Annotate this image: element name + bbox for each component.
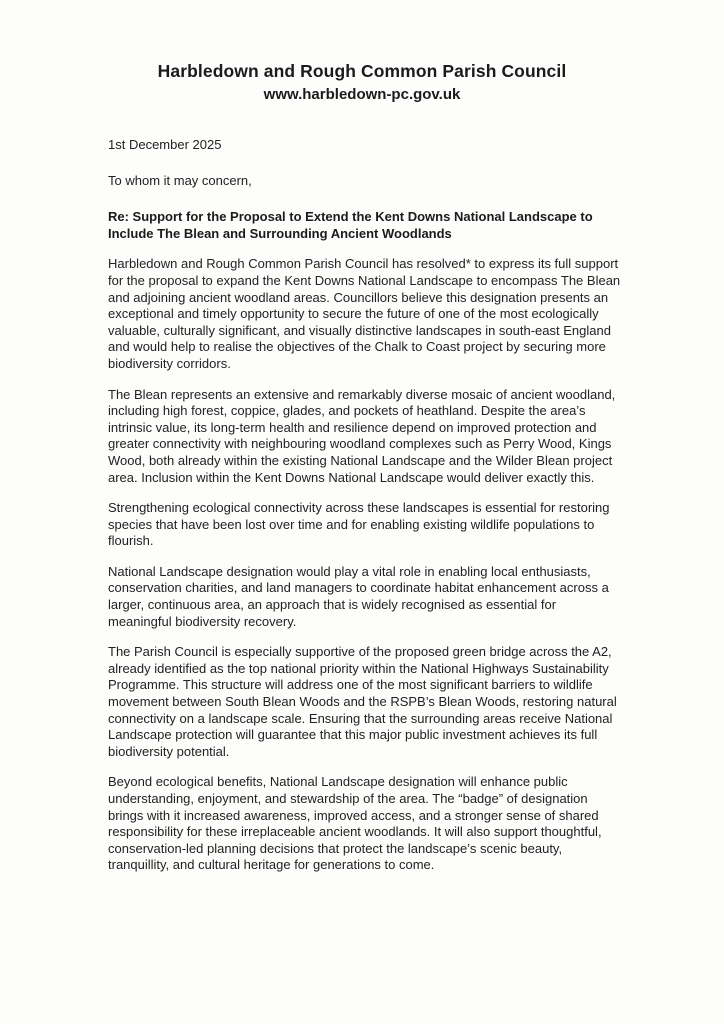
letterhead xyxy=(0,0,724,103)
paragraph-green-bridge: The Parish Council is especially supportive of the proposed green bridge across the A2, already identified as the top national priority within the National Highways Sustainability Programme. This structure will address one of the most significant barriers to wildlife movement between South Blean Woods and the RSPB’s Blean Woods, restoring natural connectivity on a landscape scale. Ensuring that the surrounding areas receive National Landscape protection will guarantee that this major public investment achieves its full biodiversity potential. xyxy=(108,644,617,759)
paragraph-beyond-ecological: Beyond ecological benefits, National Landscape designation will enhance public understanding, enjoyment, and stewardship of the area. The “badge” of designation brings with it increased awareness, improved access, and a stronger sense of shared responsibility for these irreplaceable ancient woodlands. It will also support thoughtful, conservation-led planning decisions that protect the landscape’s scenic beauty, tranquillity, and cultural heritage for generations to come. xyxy=(108,774,602,873)
paragraph-ecological-connectivity: Strengthening ecological connectivity across these landscapes is essential for restoring species that have been lost over time and for enabling existing wildlife populations to flourish. xyxy=(108,500,610,549)
paragraph-designation-role: National Landscape designation would play a vital role in enabling local enthusiasts, conservation charities, and land managers to coordinate habitat enhancement across a larger, continuous area, an approach that is widely recognised as essential for meaningful biodiversity recovery. xyxy=(108,563,609,629)
subject-line: Re: Support for the Proposal to Extend the Kent Downs National Landscape to Include The Blean and Surrounding Ancient Woodlands xyxy=(108,209,593,241)
salutation: To whom it may concern, xyxy=(108,172,252,188)
organisation-website: www.harbledown-pc.gov.uk xyxy=(263,86,461,103)
paragraph-support-resolution: Harbledown and Rough Common Parish Council has resolved* to express its full support for the proposal to expand the Kent Downs National Landscape to encompass The Blean and adjoining ancient woodland areas. Councillors believe this designation presents an exceptional and timely opportunity to secure the future of one of the most ecologically valuable, culturally significant, and visually distinctive landscapes in south-east England and would help to realise the objectives of the Chalk to Coast project by securing more biodiversity corridors. xyxy=(108,256,621,371)
paragraph-blean-description: The Blean represents an extensive and remarkably diverse mosaic of ancient woodland, including high forest, coppice, glades, and pockets of heathland. Despite the area’s intrinsic value, its long-term health and resilience depend on improved protection and greater connectivity with neighbouring woodland complexes such as Perry Wood, Kings Wood, both already within the existing National Landscape and the Wilder Blean project area. Inclusion within the Kent Downs National Landscape would deliver exactly this. xyxy=(108,386,616,485)
letter-date: 1st December 2025 xyxy=(108,137,222,152)
organisation-name: Harbledown and Rough Common Parish Council xyxy=(157,61,567,81)
letter-body xyxy=(108,137,622,874)
